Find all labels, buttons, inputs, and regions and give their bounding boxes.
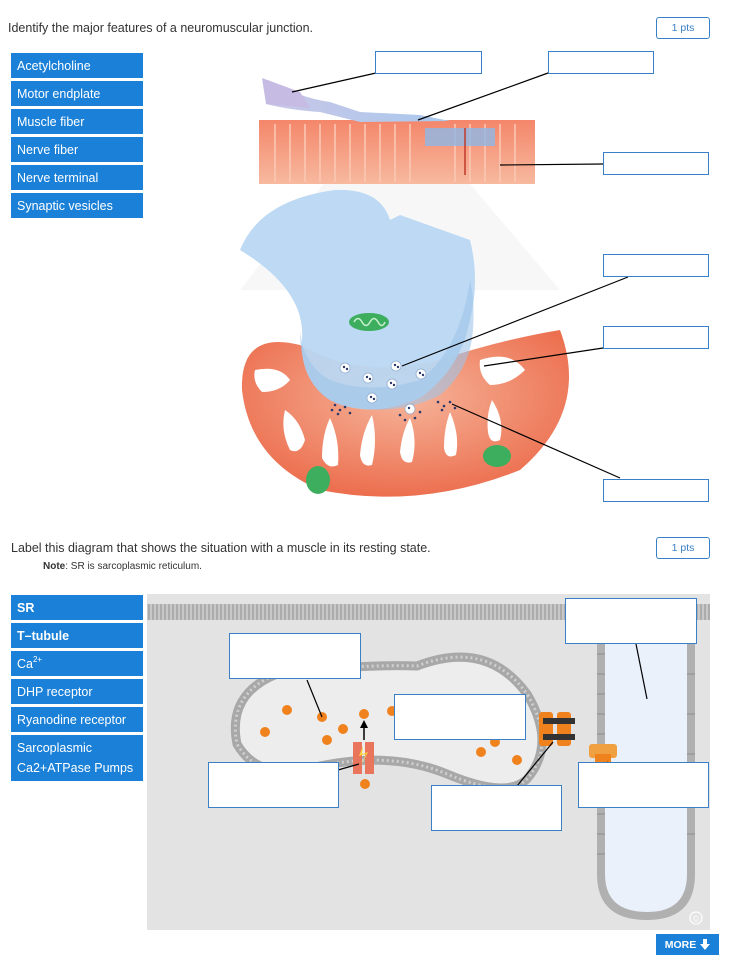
question-2-note xyxy=(43,561,202,572)
motor-endplate-region xyxy=(425,128,495,146)
q2-drop-target-2[interactable] xyxy=(229,633,361,679)
label-dhp-receptor[interactable]: DHP receptor xyxy=(11,679,143,704)
label-motor-endplate[interactable]: Motor endplate xyxy=(11,81,143,106)
calcium-base: Ca xyxy=(17,656,33,671)
calcium-superscript: 2+ xyxy=(32,655,43,664)
label-sarcoplasmic-pumps[interactable] xyxy=(11,735,143,781)
q1-drop-target-3[interactable] xyxy=(603,152,709,175)
label-synaptic-vesicles[interactable]: Synaptic vesicles xyxy=(11,193,143,218)
note-label: Note xyxy=(43,561,66,572)
muscle-mitochondrion-2 xyxy=(306,466,330,494)
label-t-tubule[interactable]: T–tubule xyxy=(11,623,143,648)
note-text: : SR is sarcoplasmic reticulum. xyxy=(65,561,202,572)
label-calcium[interactable] xyxy=(11,651,143,676)
q2-drop-target-6[interactable] xyxy=(431,785,562,831)
arrow-down-icon xyxy=(700,939,710,950)
q2-drop-target-5[interactable] xyxy=(578,762,709,808)
ryanodine-receptor-shape xyxy=(539,712,575,746)
q2-drop-target-3[interactable] xyxy=(394,694,526,740)
q1-drop-target-1[interactable] xyxy=(375,51,482,74)
more-button[interactable] xyxy=(656,934,719,955)
nerve-axon-sheath xyxy=(262,78,310,108)
question-2-points-badge: 1 pts xyxy=(656,537,710,559)
pumps-line-1: Sarcoplasmic xyxy=(17,741,93,755)
q1-drop-target-5[interactable] xyxy=(603,326,709,349)
label-ryanodine-receptor[interactable]: Ryanodine receptor xyxy=(11,707,143,732)
question-2-label-bank xyxy=(11,595,143,784)
question-1-points-badge: 1 pts xyxy=(656,17,710,39)
label-muscle-fiber[interactable]: Muscle fiber xyxy=(11,109,143,134)
q1-drop-target-2[interactable] xyxy=(548,51,654,74)
more-label: MORE xyxy=(664,938,697,951)
copyright-symbol: © xyxy=(692,914,700,924)
label-acetylcholine[interactable]: Acetylcholine xyxy=(11,53,143,78)
question-2-prompt: Label this diagram that shows the situation with a muscle in its resting state. xyxy=(11,541,431,555)
q1-drop-target-6[interactable] xyxy=(603,479,709,502)
question-1-prompt: Identify the major features of a neuromuscular junction. xyxy=(8,21,314,35)
label-nerve-fiber[interactable]: Nerve fiber xyxy=(11,137,143,162)
mitochondrion xyxy=(349,313,389,331)
q1-drop-target-4[interactable] xyxy=(603,254,709,277)
label-nerve-terminal[interactable]: Nerve terminal xyxy=(11,165,143,190)
q2-drop-target-1[interactable] xyxy=(565,598,697,644)
muscle-mitochondrion xyxy=(483,445,511,467)
label-sr[interactable]: SR xyxy=(11,595,143,620)
pumps-line-2: Ca2+ATPase Pumps xyxy=(17,761,134,775)
q2-drop-target-4[interactable] xyxy=(208,762,339,808)
